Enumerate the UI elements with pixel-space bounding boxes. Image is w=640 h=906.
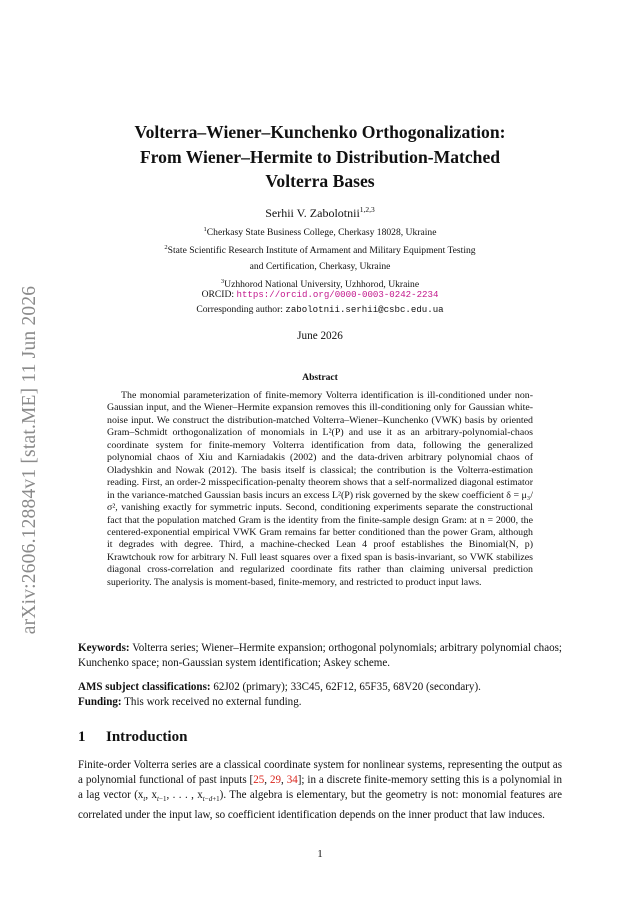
citation-link[interactable]: 34 [286,774,298,787]
keywords-label: Keywords: [78,642,130,654]
affiliations [78,222,562,293]
affiliation-2: $^2$State Scientific Research Institute of Armament and Military Equipment Testing [164,244,476,257]
publication-date: June 2026 [297,330,343,342]
keywords-text: Volterra series; Wiener–Hermite expansion; orthogonal polynomials; arbitrary polynomial chaos; Kunchenko space; non-Gaussian system identification; Askey scheme. [78,642,562,670]
author-name: Serhii V. Zabolotnii [265,206,360,220]
arxiv-stamp [10,260,50,660]
citation-link[interactable]: 29 [269,774,282,787]
section-title: Introduction [106,729,188,745]
abstract-text: The monomial parameterization of finite-memory Volterra identification is ill-conditioned under non-Gaussian input, and the Wiener–Hermite expansion removes this ill-conditioning only for Gaussian white-noise input. We construct the distribution-matched Volterra–Wiener–Kunchenko (VWK) basis by oriented Gram–Schmidt orthogonalization of monomials in L²(P) and use it as an arbitrary-polynomial-chaos coordinate system for finite-memory Volterra identification from data, following the generalized polynomial chaos of Xiu and Karniadakis (2002) and the data-driven arbitrary polynomial chaos of Oladyshkin and Nowak (2012). The basis itself is classical; the contribution is the Volterra-estimation reading. First, an order-2 misspecification-penalty theorem shows that a self-normalized diagonal estimator in the variance-matched Gaussian basis incurs an excess L²(P) risk governed by the skew coefficient δ = μ₃/σ², vanishing exactly for symmetric inputs. Second, conditioning experiments separate the constructional fact that the population matched Gram is the identity from the finite-sample design Gram: at n = 2000, the centered-exponential empirical VWK Gram remains far better conditioned than the power Gram, although it degrades with degree. Third, a machine-checked Lean 4 proof establishes the Binomial(N, p) Krawtchouk row for arbitrary N. Full least squares over a fixed span is basis-invariant, so VWK stabilizes diagonal cross-correlation and regularized coordinate fits rather than claiming universal prediction superiority. The analysis is moment-based, finite-memory, and restricted to product input laws. [107,390,533,588]
title-line-1: Volterra–Wiener–Kunchenko Orthogonalization: [134,122,506,142]
orcid-label: ORCID: [201,289,235,300]
paper-title [78,120,562,194]
arxiv-identifier: arXiv:2606.12884v1 [stat.ME] 11 Jun 2026 [19,285,40,635]
title-line-2: From Wiener–Hermite to Distribution-Matched [139,146,501,167]
author-line [78,205,562,221]
orcid-link[interactable]: https://orcid.org/0000-0003-0242-2234 [236,289,439,300]
ams-label: AMS subject classifications: [78,681,211,693]
section-number: 1 [78,729,86,745]
citation-link[interactable]: 25 [253,774,265,787]
corresponding-email[interactable]: zabolotnii.serhii@csbc.edu.ua [285,304,444,315]
ams-text: 62J02 (primary); 33C45, 62F12, 65F35, 68V20 (secondary). [213,681,481,693]
section-heading [78,729,187,746]
keywords [78,641,562,671]
title-line-3: Volterra Bases [265,171,375,192]
affiliation-1: $^1$Cherkasy State Business College, Cherkasy 18028, Ukraine [203,226,437,239]
author-affiliation-marks: 1,2,3 [359,205,375,214]
intro-paragraph: Finite-order Volterra series are a classical coordinate system for nonlinear systems, representing the output as a polynomial functional of past inputs [25, 29, 34]; in a discrete finite-memory setting this is a polynomial in a lag vector ($x_t$, $x_{t-1}$, . . . , $x_{t-d+1}$). The algebra is elementary, but the geometry is not: monomial features are correlated under the input law, so coefficient identification depends on the inner product that law induces. [78,759,562,821]
funding [78,695,562,710]
funding-label: Funding: [78,696,122,708]
affiliation-2-cont: and Certification, Cherkasy, Ukraine [249,260,391,272]
orcid-line [78,289,562,300]
ams-classifications [78,680,562,695]
corresponding-label: Corresponding author: [196,304,283,315]
abstract-heading: Abstract [302,372,338,383]
page-number: 1 [317,848,323,860]
funding-text: This work received no external funding. [124,696,302,708]
affiliation-3: $^3$Uzhhorod National University, Uzhhorod, Ukraine [220,278,420,291]
corresponding-line [78,304,562,315]
